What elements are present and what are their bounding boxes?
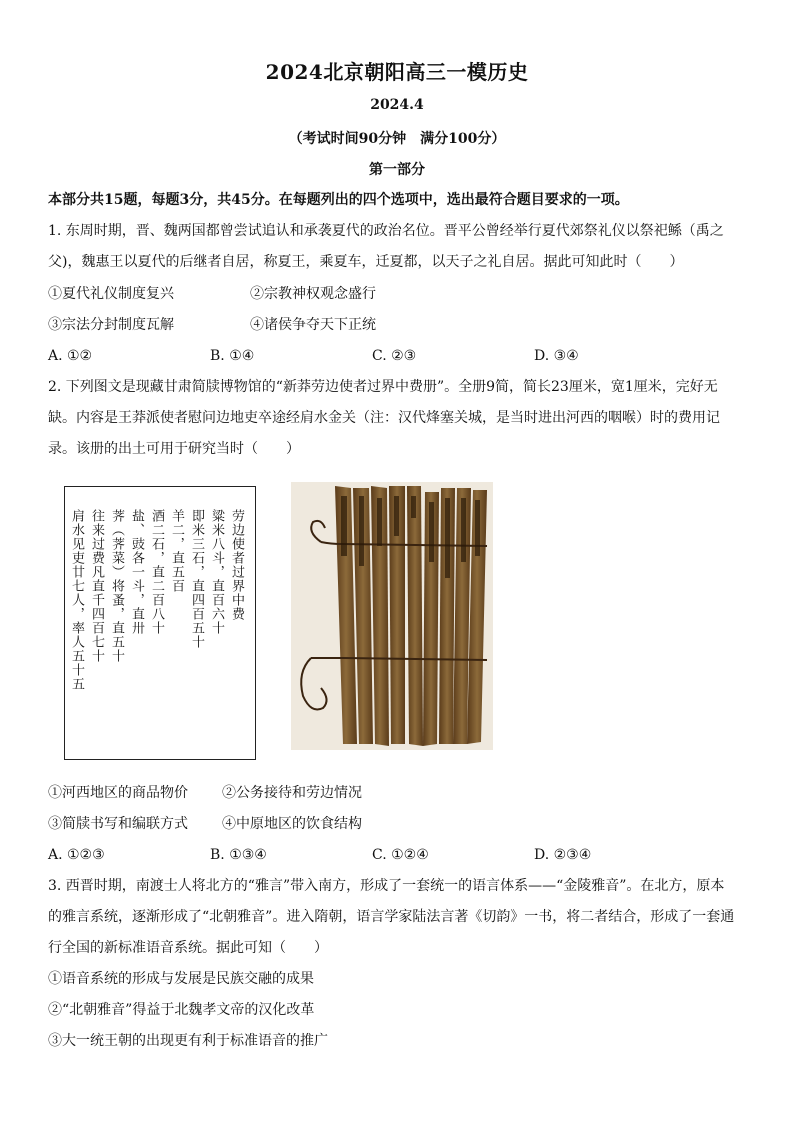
- q1-statement-1: ①夏代礼仪制度复兴: [48, 286, 174, 302]
- slip-text-col-4: 羊二，直五百: [169, 509, 184, 593]
- q2-choice-c: C. ①②④: [372, 847, 429, 863]
- page-title: 2024北京朝阳高三一模历史: [265, 60, 529, 84]
- slip-text-col-8: 往来过费凡直千四百七十: [89, 509, 104, 663]
- q2-statement-1: ①河西地区的商品物价: [48, 785, 188, 801]
- slip-text-col-2: 粱米八斗，直百六十: [209, 509, 224, 635]
- q1-choice-a: A. ①②: [48, 348, 93, 364]
- q3-stem-line2: 的雅言系统，逐渐形成了“北朝雅音”。进入隋朝，语言学家陆法言著《切韵》一书，将二者结合，形成了一套通: [48, 909, 735, 925]
- q3-statement-3: ③大一统王朝的出现更有利于标准语音的推广: [48, 1033, 328, 1049]
- bamboo-slips-photo: [291, 482, 493, 750]
- q3-stem-line1: 3. 西晋时期，南渡士人将北方的“雅言”带入南方，形成了一套统一的语言体系——“金陵雅音”。在北方，原本: [48, 878, 725, 894]
- slip-transcription-box: [64, 486, 256, 760]
- q1-stem-line1: 1. 东周时期，晋、魏两国都曾尝试追认和承袭夏代的政治名位。晋平公曾经举行夏代郊祭礼仪以祭祀鲧（禹之: [48, 223, 724, 239]
- exam-info: （考试时间90分钟 满分100分）: [288, 131, 506, 147]
- q2-stem-line2: 缺。内容是王莽派使者慰问边地吏卒途经肩水金关（注：汉代烽塞关城，是当时进出河西的咽喉）时的费用记: [48, 410, 720, 426]
- q3-statement-2: ②“北朝雅音”得益于北魏孝文帝的汉化改革: [48, 1002, 315, 1018]
- q1-statement-2: ②宗教神权观念盛行: [250, 286, 376, 302]
- slip-text-col-9: 肩水见吏廿七人，率人五十五: [69, 509, 84, 691]
- q2-choice-d: D. ②③④: [534, 847, 592, 863]
- q1-choice-b: B. ①④: [210, 348, 255, 364]
- q3-statement-1: ①语音系统的形成与发展是民族交融的成果: [48, 971, 314, 987]
- slip-text-col-7: 荠（荠菜）将蚤，直五十: [109, 509, 124, 663]
- q1-choice-c: C. ②③: [372, 348, 417, 364]
- q1-stem-line2: 父)，魏惠王以夏代的后继者自居，称夏王，乘夏车，迁夏都，以天子之礼自居。据此可知此时（ ）: [48, 254, 684, 270]
- q1-choice-d: D. ③④: [534, 348, 579, 364]
- q1-statement-3: ③宗法分封制度瓦解: [48, 317, 174, 333]
- q1-statement-4: ④诸侯争夺天下正统: [250, 317, 376, 333]
- q2-stem-line3: 录。该册的出土可用于研究当时（ ）: [48, 441, 300, 457]
- q2-statement-4: ④中原地区的饮食结构: [222, 816, 362, 832]
- q2-choice-b: B. ①③④: [210, 847, 267, 863]
- slip-text-col-3: 即米三石，直四百五十: [189, 509, 204, 649]
- q3-stem-line3: 行全国的新标准语音系统。据此可知（ ）: [48, 940, 328, 956]
- slip-text-col-1: 劳边使者过界中费: [229, 509, 244, 621]
- slip-text-col-5: 酒二石，直二百八十: [149, 509, 164, 635]
- bamboo-slips-illustration: [291, 482, 493, 750]
- slip-text-col-6: 盐、豉各一斗，直卅: [129, 509, 144, 635]
- q2-statement-2: ②公务接待和劳边情况: [222, 785, 362, 801]
- part-heading: 第一部分: [369, 162, 425, 178]
- q2-choice-a: A. ①②③: [48, 847, 105, 863]
- instructions: 本部分共15题，每题3分，共45分。在每题列出的四个选项中，选出最符合题目要求的一项。: [48, 192, 629, 208]
- q2-stem-line1: 2. 下列图文是现藏甘肃简牍博物馆的“新莽劳边使者过界中费册”。全册9简，简长23厘米，宽1厘米，完好无: [48, 379, 718, 395]
- exam-date: 2024.4: [370, 97, 424, 113]
- q2-statement-3: ③简牍书写和编联方式: [48, 816, 188, 832]
